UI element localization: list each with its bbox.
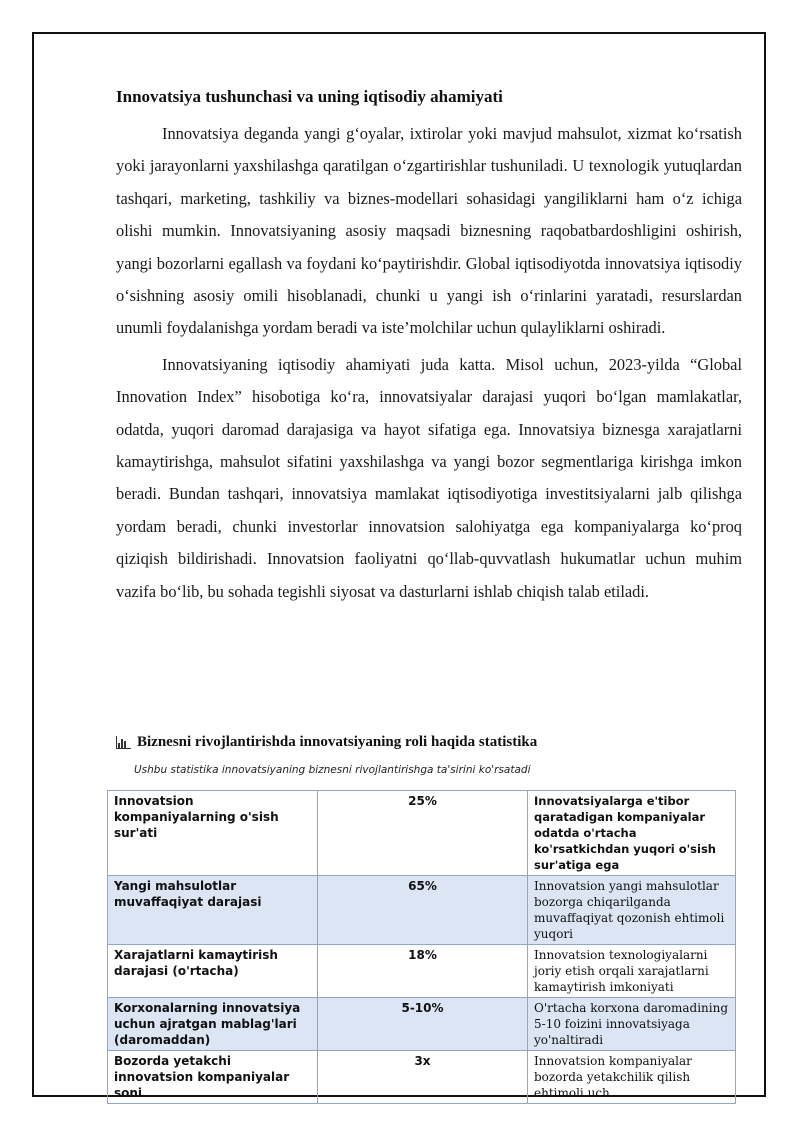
row-value: 25% — [318, 791, 528, 876]
stats-title-text: Biznesni rivojlantirishda innovatsiyaning roli haqida statistika — [137, 734, 538, 750]
row-note: Innovatsion yangi mahsulotlar bozorga chiqarilganda muvaffaqiyat qozonish ehtimoli yuqori — [528, 876, 736, 945]
stats-table — [107, 790, 736, 1104]
row-value: 18% — [318, 945, 528, 998]
row-label: Yangi mahsulotlar muvaffaqiyat darajasi — [108, 876, 318, 945]
row-label: Xarajatlarni kamaytirish darajasi (o'rtacha) — [108, 945, 318, 998]
row-value: 65% — [318, 876, 528, 945]
row-value: 3x — [318, 1051, 528, 1104]
document-body — [116, 84, 742, 612]
row-note: Innovatsion texnologiyalarni joriy etish orqali xarajatlarni kamaytirish imkoniyati — [528, 945, 736, 998]
row-note: Innovatsiyalarga e'tibor qaratadigan kompaniyalar odatda o'rtacha ko'rsatkichdan yuqori o'sish sur'atiga ega — [528, 791, 736, 876]
table-row — [108, 791, 736, 876]
stats-subtitle: Ushbu statistika innovatsiyaning biznesni rivojlantirishga ta'sirini ko'rsatadi — [134, 764, 531, 776]
bar-chart-icon — [116, 736, 131, 749]
table-row — [108, 1051, 736, 1104]
section-heading: Innovatsiya tushunchasi va uning iqtisodiy ahamiyati — [116, 87, 503, 106]
paragraph-economic-importance: Innovatsiyaning iqtisodiy ahamiyati juda katta. Misol uchun, 2023-yilda “Global Innovation Index” hisobotiga ko‘ra, innovatsiyalar darajasi yuqori bo‘lgan mamlakatlar, odatda, yuqori daromad darajasiga va hayot sifatiga ega. Innovatsiya biznesga xarajatlarni kamaytirishga, mahsulot sifatini yaxshilashga va yangi bozor segmentlariga kirishga imkon beradi. Bundan tashqari, innovatsiya mamlakat iqtisodiyotiga investitsiyalarni jalb qilishga yordam beradi, chunki investorlar innovatsion salohiyatga ega kompaniyalarga ko‘proq qiziqish bildirishadi. Innovatsion faoliyatni qo‘llab-quvvatlash hukumatlar uchun muhim vazifa bo‘lib, bu sohada tegishli siyosat va dasturlarni ishlab chiqish talab etiladi. — [116, 354, 742, 601]
paragraph-definition: Innovatsiya deganda yangi g‘oyalar, ixtirolar yoki mavjud mahsulot, xizmat ko‘rsatish yoki jarayonlarni yaxshilashga qaratilgan o‘zgartirishlar tushuniladi. U texnologik yutuqlardan tashqari, marketing, tashkiliy va biznes-modellari sohasidagi yangiliklarni ham o‘z ichiga olishi mumkin. Innovatsiyaning asosiy maqsadi biznesning raqobatbardoshligini oshirish, yangi bozorlarni egallash va foydani ko‘paytirishdir. Global iqtisodiyotda innovatsiya iqtisodiy o‘sishning asosiy omili hisoblanadi, chunki u yangi ish o‘rinlarini yaratadi, resurslardan unumli foydalanishga yordam beradi va iste’molchilar uchun qulayliklarni oshiradi. — [116, 124, 742, 338]
stats-title — [116, 734, 742, 751]
row-note: O'rtacha korxona daromadining 5-10 foizini innovatsiyaga yo'naltiradi — [528, 998, 736, 1051]
table-row — [108, 998, 736, 1051]
row-note: Innovatsion kompaniyalar bozorda yetakchilik qilish ehtimoli uch — [528, 1051, 736, 1104]
table-row — [108, 945, 736, 998]
row-value: 5-10% — [318, 998, 528, 1051]
row-label: Innovatsion kompaniyalarning o'sish sur'ati — [108, 791, 318, 876]
table-row — [108, 876, 736, 945]
row-label: Bozorda yetakchi innovatsion kompaniyalar soni — [108, 1051, 318, 1104]
row-label: Korxonalarning innovatsiya uchun ajratgan mablag'lari (daromaddan) — [108, 998, 318, 1051]
